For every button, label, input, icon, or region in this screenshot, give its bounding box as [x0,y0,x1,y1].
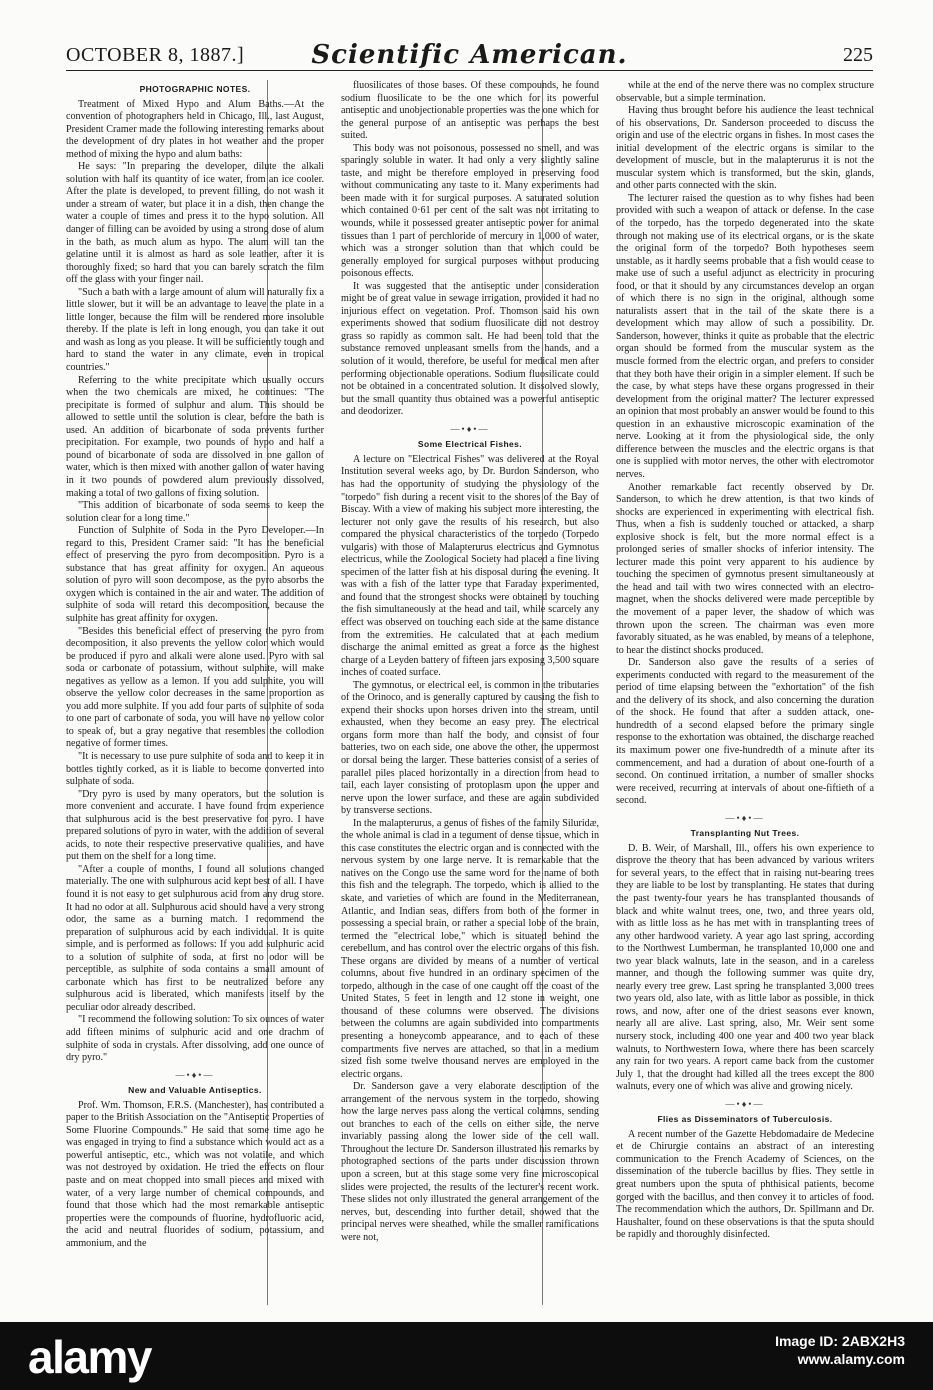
column-2 [341,80,599,1305]
paragraph: The gymnotus, or electrical eel, is common in the tributaries of the Orinoco, and is generally captured by causing the fish to expend their shocks upon horses driven into the stream, until exhausted, when they become an easy prey. The electrical organs form more than half the body, and consist of four batteries, two on each side, one above the other, the uppermost or dorsal being the larger. These batteries consist of a series of parallel piles placed horizontally in a direction from head to tail, each layer consisting of protoplasm upon the upper and nerve upon the lower surface, and these are again subdivided by transverse sections. [341,679,599,817]
paragraph: "This addition of bicarbonate of soda seems to keep the solution clear for a long time." [66,500,324,524]
issue-date: OCTOBER 8, 1887.] [66,44,245,66]
paragraph: Having thus brought before his audience the least technical of his observations, Dr. Sanderson proceeded to discuss the origin and use of the electric organs in fishes. In most cases the initial development of the electric organs is similar to the development of muscle, but in the malapterurus it is not the muscular system which is transformed, but the skin, glands, and other parts connected with the skin. [616,105,874,192]
paragraph: D. B. Weir, of Marshall, Ill., offers his own experience to disprove the theory that has been advanced by various writers for several years, to the effect that in raising nut-bearing trees they are liable to be lost by transplanting. He states that during the past twenty-four years he has transplanted thousands of black and white walnut trees, one, two, and three years old, with as little loss as he has met with in transplanting trees of any other hardwood variety. A year ago last spring, according to the Northwest Lumberman, he transplanted 10,000 one and two year black walnuts, late in the season, and in a careless manner, and though the following summer was quite dry, nearly every tree grew. Last spring he transplanted 3,000 trees two years old, also late, with as little labor as possible, in thick rows, and now, after one of the driest seasons ever known, nearly all are alive. Last spring, also, Mr. Weir sent some nursery stock, including 400 one year and 400 two year black walnuts, to Northwestern Iowa, where there has been scarcely any rain for two years. A report came back from the customer July 1, that the drought had killed all the trees except the 800 walnuts, every one of which was alive and growing nicely. [616,842,874,1093]
paragraph: while at the end of the nerve there was no complex structure observable, but a simple termination. [616,80,874,104]
paragraph: "Such a bath with a large amount of alum will naturally fix a little slower, but it will be an advantage to leave the plate in a little longer, because the film will be rendered more insoluble thereby. If the plate is left in long enough, you can take it out and wash as long as you please. It will be sufficiently tough and hard to stand the water in any climate, even in tropical countries." [66,286,324,374]
site-url: www.alamy.com [797,1351,905,1367]
paragraph: A lecture on "Electrical Fishes" was delivered at the Royal Institution several weeks ago, by Dr. Burdon Sanderson, who has had the opportunity of studying the physiology of the "torpedo" fish during a recent visit to the shores of the Bay of Biscay. With a view of making his subject more interesting, the lecturer not only gave the results of his research, but also compared the physical characteristics of the torpedo (Torpedo vulgaris) with those of Malapterurus electricus and Gymnotus electricus, while the Zoological Society had placed a fine living specimen of the latter fish at his disposal during the evening. It was with a fish of the latter type that Faraday experimented, and found that the strongest shocks were obtained by touching the fish simultaneously at the head and tail, while scarcely any effect was observed on touching each side at the same distance from the extremities. He calculated that at each medium discharge the animal emitted as great a force as the highest charge of a Leyden battery of fifteen jars exposing 3,500 square inches of coated surface. [341,453,599,679]
paragraph: "Besides this beneficial effect of preserving the pyro from decomposition, it also prevents the yellow color which would be produced if pyro and alkali were alone used. Pyro with sal soda or carbonate of potassium, without sulphite, will make negatives as yellow as a lemon. If you add sulphite, you will observe the yellow color decreases in the same proportion as you add more sulphite. If you add four parts of sulphite of soda to one part of carbonate of soda, you will have no yellow color to speak of, but a gray negative that resembles the collodion negative of former times. [66,625,324,750]
image-id-block [775,1332,905,1368]
paragraph: Treatment of Mixed Hypo and Alum Baths.—At the convention of photographers held in Chicago, Ill., last August, President Cramer made the following interesting remarks about the development of dry plates in hot weather and the proper method of mixing the hypo and alum baths: [66,98,324,160]
alamy-logo: alamy [28,1331,151,1383]
paragraph: Dr. Sanderson gave a very elaborate description of the arrangement of the nervous system in the torpedo, showing how the large nerves pass along the vertical columns, sending out branches to each of the cells on either side, the nerve invariably passing along the lower side of the cell wall. Throughout the lecture Dr. Sanderson illustrated his remarks by photographed sections of the parts under discussion thrown upon a screen, but at this stage some very fine microscopical slides were projected, the results of the lecturer's recent work. These slides not only illustrated the general arrangement of the nerves, but, descending into further detail, showed that the principal nerves were sheathed, while the smaller ramifications were not, [341,1081,599,1243]
paragraph: Referring to the white precipitate which usually occurs when the two chemicals are mixed, he continues: "The precipitate is formed of sulphur and alum. This should be allowed to settle until the solution is clear, before the bath is used. An addition of bicarbonate of soda prevents further precipitation. For example, two pounds of hypo and half a pound of bicarbonate of soda are dissolved in one gallon of water, which is then mixed with another gallon of water having in it two pounds of powdered alum previously dissolved, making a total of two gallons of fixing solution. [66,374,324,499]
section-ornament: —•♦•— [175,1069,215,1080]
paragraph: Function of Sulphite of Soda in the Pyro Developer.—In regard to this, President Cramer said: "It has the beneficial effect of preserving the pyro from decomposition. Pyro is a substance that has great affinity for oxygen. An aqueous solution of pyro will soon decompose, as the pyro absorbs the oxygen which is contained in the air and water. The addition of sulphite of soda will retard this decomposition, because the sulphite has great affinity for oxygen. [66,525,324,624]
paragraph: A recent number of the Gazette Hebdomadaire de Medecine et de Chirurgie contains an abstract of an interesting communication to the French Academy of Sciences, on the dissemination of the tubercle bacillus by flies. They settle in great numbers upon the sputa of phthisical patients, become gorged with the bacillus, and then convey it to articles of food. The recommendation which the authors, Dr. Spillmann and Dr. Haushalter, found on these observations is that the sputa should be rapidly and thoroughly disinfected. [616,1128,874,1241]
section-ornament: —•♦•— [450,423,490,434]
page-header [66,40,873,71]
paragraph: This body was not poisonous, possessed no smell, and was sparingly soluble in water. It had only a very slightly saline taste, and might be therefore employed in preserving food without communicating any taste to it. Many experiments had been made with it for surgical purposes. A saturated solution which contained 0·61 per cent of the salt was not irritating to wounds, while it possessed greater antiseptic power for animal tissues than 1 part of perchloride of mercury in 1,000 of water, which was a stronger solution than that which could be generally employed for surgical purposes without producing poisonous effects. [341,142,599,280]
section-heading-electrical-fishes: Some Electrical Fishes. [417,439,523,450]
paragraph: The lecturer raised the question as to why fishes had been provided with such a weapon of attack or defense. In the case of the torpedo, has the torpedo degenerated into the skate through not making use of its electrical organs, or is the skate the original form of the torpedo? Both hypotheses seem unstable, as it hardly seems probable that a fish would cease to make use of such a useful adjunct as electricity in procuring food, or that it should by any circumstances develop an organ of which there is no sign in the original, although some naturalists assert that in the tail of the skate there is a development which may allow of such a possibility. Dr. Sanderson, however, thinks it quite as probable that the electric organ should be formed from the muscular system as the muscle formed from the electric organ, and prefers to consider that they both have their origin in a simpler element. If such be the case, by what steps have these organs progressed in their development from the original matter? The lecturer expressed an opinion that most probably an answer would be found to this question in an exhaustive microscopic examination of the nerve. Looking at it from the physiological side, the only difference between the muscles and the electric organs is that one is supplied with motor nerves, the other with electromotor nerves. [616,192,874,480]
paragraph: "It is necessary to use pure sulphite of soda and to keep it in bottles tightly corked, as it is liable to become converted into sulphate of soda. [66,750,324,788]
paragraph: Another remarkable fact recently observed by Dr. Sanderson, to which he drew attention, is that two kinds of shocks are experienced in experimenting with electrical fish. Thus, when a fish is suddenly touched or attacked, a sharp explosive shock is felt, but the more normal effect is a prolonged series of smaller shocks of inferior intensity. The lecturer made this point very apparent to his audience by touching the specimen of gymnotus present simultaneously at the head and tail with two wires connected with an electro-magnet, when the shocks delivered were made perceptible by the movement of a paper lever, the shadow of which was thrown upon the screen. The chairman was even more favorably situated, as he was enabled, by means of a telephone, to hear the distinct shocks produced. [616,481,874,656]
paragraph: Dr. Sanderson also gave the results of a series of experiments conducted with regard to the measurement of the period of time elapsing between the "exhortation" of the fish and the delivery of its shock, and also concerning the duration of the shock. He found that after a sudden attack, one-hundredth of a second elapsed before the primary single response to the exhortation was obtained, the discharge reached its maximum power one five-hundredth of a minute after its commencement, and had a duration of about one-fourth of a second. On continued irritation, a number of smaller shocks were received, recurring at intervals of about one-fiftieth of a second. [616,657,874,807]
paragraph: He says: "In preparing the developer, dilute the alkali solution with half its quantity of ice water, from an ice cooler. After the plate is developed, to prevent filling, do not wash it under a stream of water, but place it in a dish, then change the water a couple of times and press it to the hypo solution. All danger of filling can be avoided by using a strong dose of alum in the bath, as much alum as hypo. The alum will tan the gelatine until it is almost as hard as sole leather, after it is thoroughly fixed; so hard that you can barely scratch the film off the glass with your finger nail. [66,161,324,286]
section-ornament: —•♦•— [725,1098,765,1109]
paragraph: fluosilicates of those bases. Of these compounds, he found sodium fluosilicate to be the one which for its powerful antiseptic and unobjectionable properties was the one which for the general purpose of an antiseptic was perhaps the best suited. [341,80,599,142]
paragraph: It was suggested that the antiseptic under consideration might be of great value in sewage irrigation, provided it had no injurious effect on vegetation. Prof. Thomson said his own experiments showed that sodium fluosilicate did not destroy grass so rapidly as common salt. He had been told that the substance removed unpleasant smells from the hands, and a solution of it would, therefore, be useful for medical men after performing objectionable operations. Sodium fluosilicate could not be obtained in a concentrated solution. It dissolved slowly, but the small quantity thus obtained was a powerful antiseptic and deodorizer. [341,280,599,418]
page-number: 225 [843,44,873,66]
section-heading-antiseptics: New and Valuable Antiseptics. [128,1085,262,1096]
paragraph: "Dry pyro is used by many operators, but the solution is more convenient and accurate. I have found from experience that sulphurous acid is the best preservative for pyro. I have prepared solutions of pyro in water, with the addition of several acids, to note their respective preservative qualities, and have put them on the shelf for a long time. [66,788,324,863]
column-3 [616,80,874,1305]
paragraph: Prof. Wm. Thomson, F.R.S. (Manchester), has contributed a paper to the British Association on the "Antiseptic Properties of Some Fluorine Compounds." He said that some time ago he was engaged in trying to find a substance which would act as a powerful antiseptic, etc., which was not volatile, and which was not destroyed by oxidation. He tried the effects on flour paste and on meat chopped into small pieces and mixed with water, of a very large number of chemical compounds, and found that those which had the most remarkable antiseptic properties were the compounds of fluorine, hydrofluoric acid, the acid and neutral fluorides of sodium, potassium, and ammonium, and the [66,1099,324,1249]
image-id: Image ID: 2ABX2H3 [775,1333,905,1349]
section-heading-flies: Flies as Disseminators of Tuberculosis. [657,1114,833,1125]
section-heading-nut-trees: Transplanting Nut Trees. [690,828,800,839]
masthead-title: Scientific American. [311,40,628,70]
watermark-footer [0,1322,933,1390]
paragraph: In the malapterurus, a genus of fishes of the family Siluridæ, the whole animal is clad in a tegument of dense tissue, which in this case constitutes the electric organ and is connected with the nervous system by one large nerve. It is remarkable that the natives on the Congo use the same word for the name of both this fish and the telegraph. The torpedo, which is allied to the skate, and varieties of which are found in the Mediterranean, Atlantic, and Indian seas, differs from both of the former in possessing a special brain, or rather a special lobe of the brain, termed the "electrical lobe," which is situated behind the cerebellum, and has control over the electric organs of this fish. These organs are divided by means of a number of vertical columns, about five hundred in an ordinary specimen of the torpedo, although in the case of one caught off the coast of the United States, 5 feet in length and 12 stone in weight, one thousand of these columns were observed. The divisions between the columns are again subdivided into compartments presenting a honeycomb appearance, and to each of these compartments five nerves are attached, so that in a medium sized fish some twelve thousand nerves are employed in the electric organs. [341,817,599,1080]
paragraph: "After a couple of months, I found all solutions changed materially. The one with sulphurous acid kept best of all. I have found it is not easy to get sulphurous acid from any drug store. It had no odor at all. Sulphurous acid should have a very strong odor, the same as a burning match. I recommend the preparation of sulphurous acid by each individual. It is quite simple, and is performed as follows: If you add sulphuric acid to a solution of sulphite of soda, at first no odor will be perceptible, as sulphite of soda contains a small amount of carbonate which has first to be neutralized before any sulphurous acid is liberated, which manifests itself by the peculiar odor already described. [66,863,324,1013]
section-heading-photographic-notes: PHOTOGRAPHIC NOTES. [139,84,251,94]
paragraph: "I recommend the following solution: To six ounces of water add fifteen minims of sulphuric acid and one drachm of sulphite of soda in crystals. After dissolving, add one ounce of dry pyro." [66,1014,324,1064]
article-columns [66,80,873,1305]
column-1 [66,80,324,1305]
section-ornament: —•♦•— [725,812,765,823]
